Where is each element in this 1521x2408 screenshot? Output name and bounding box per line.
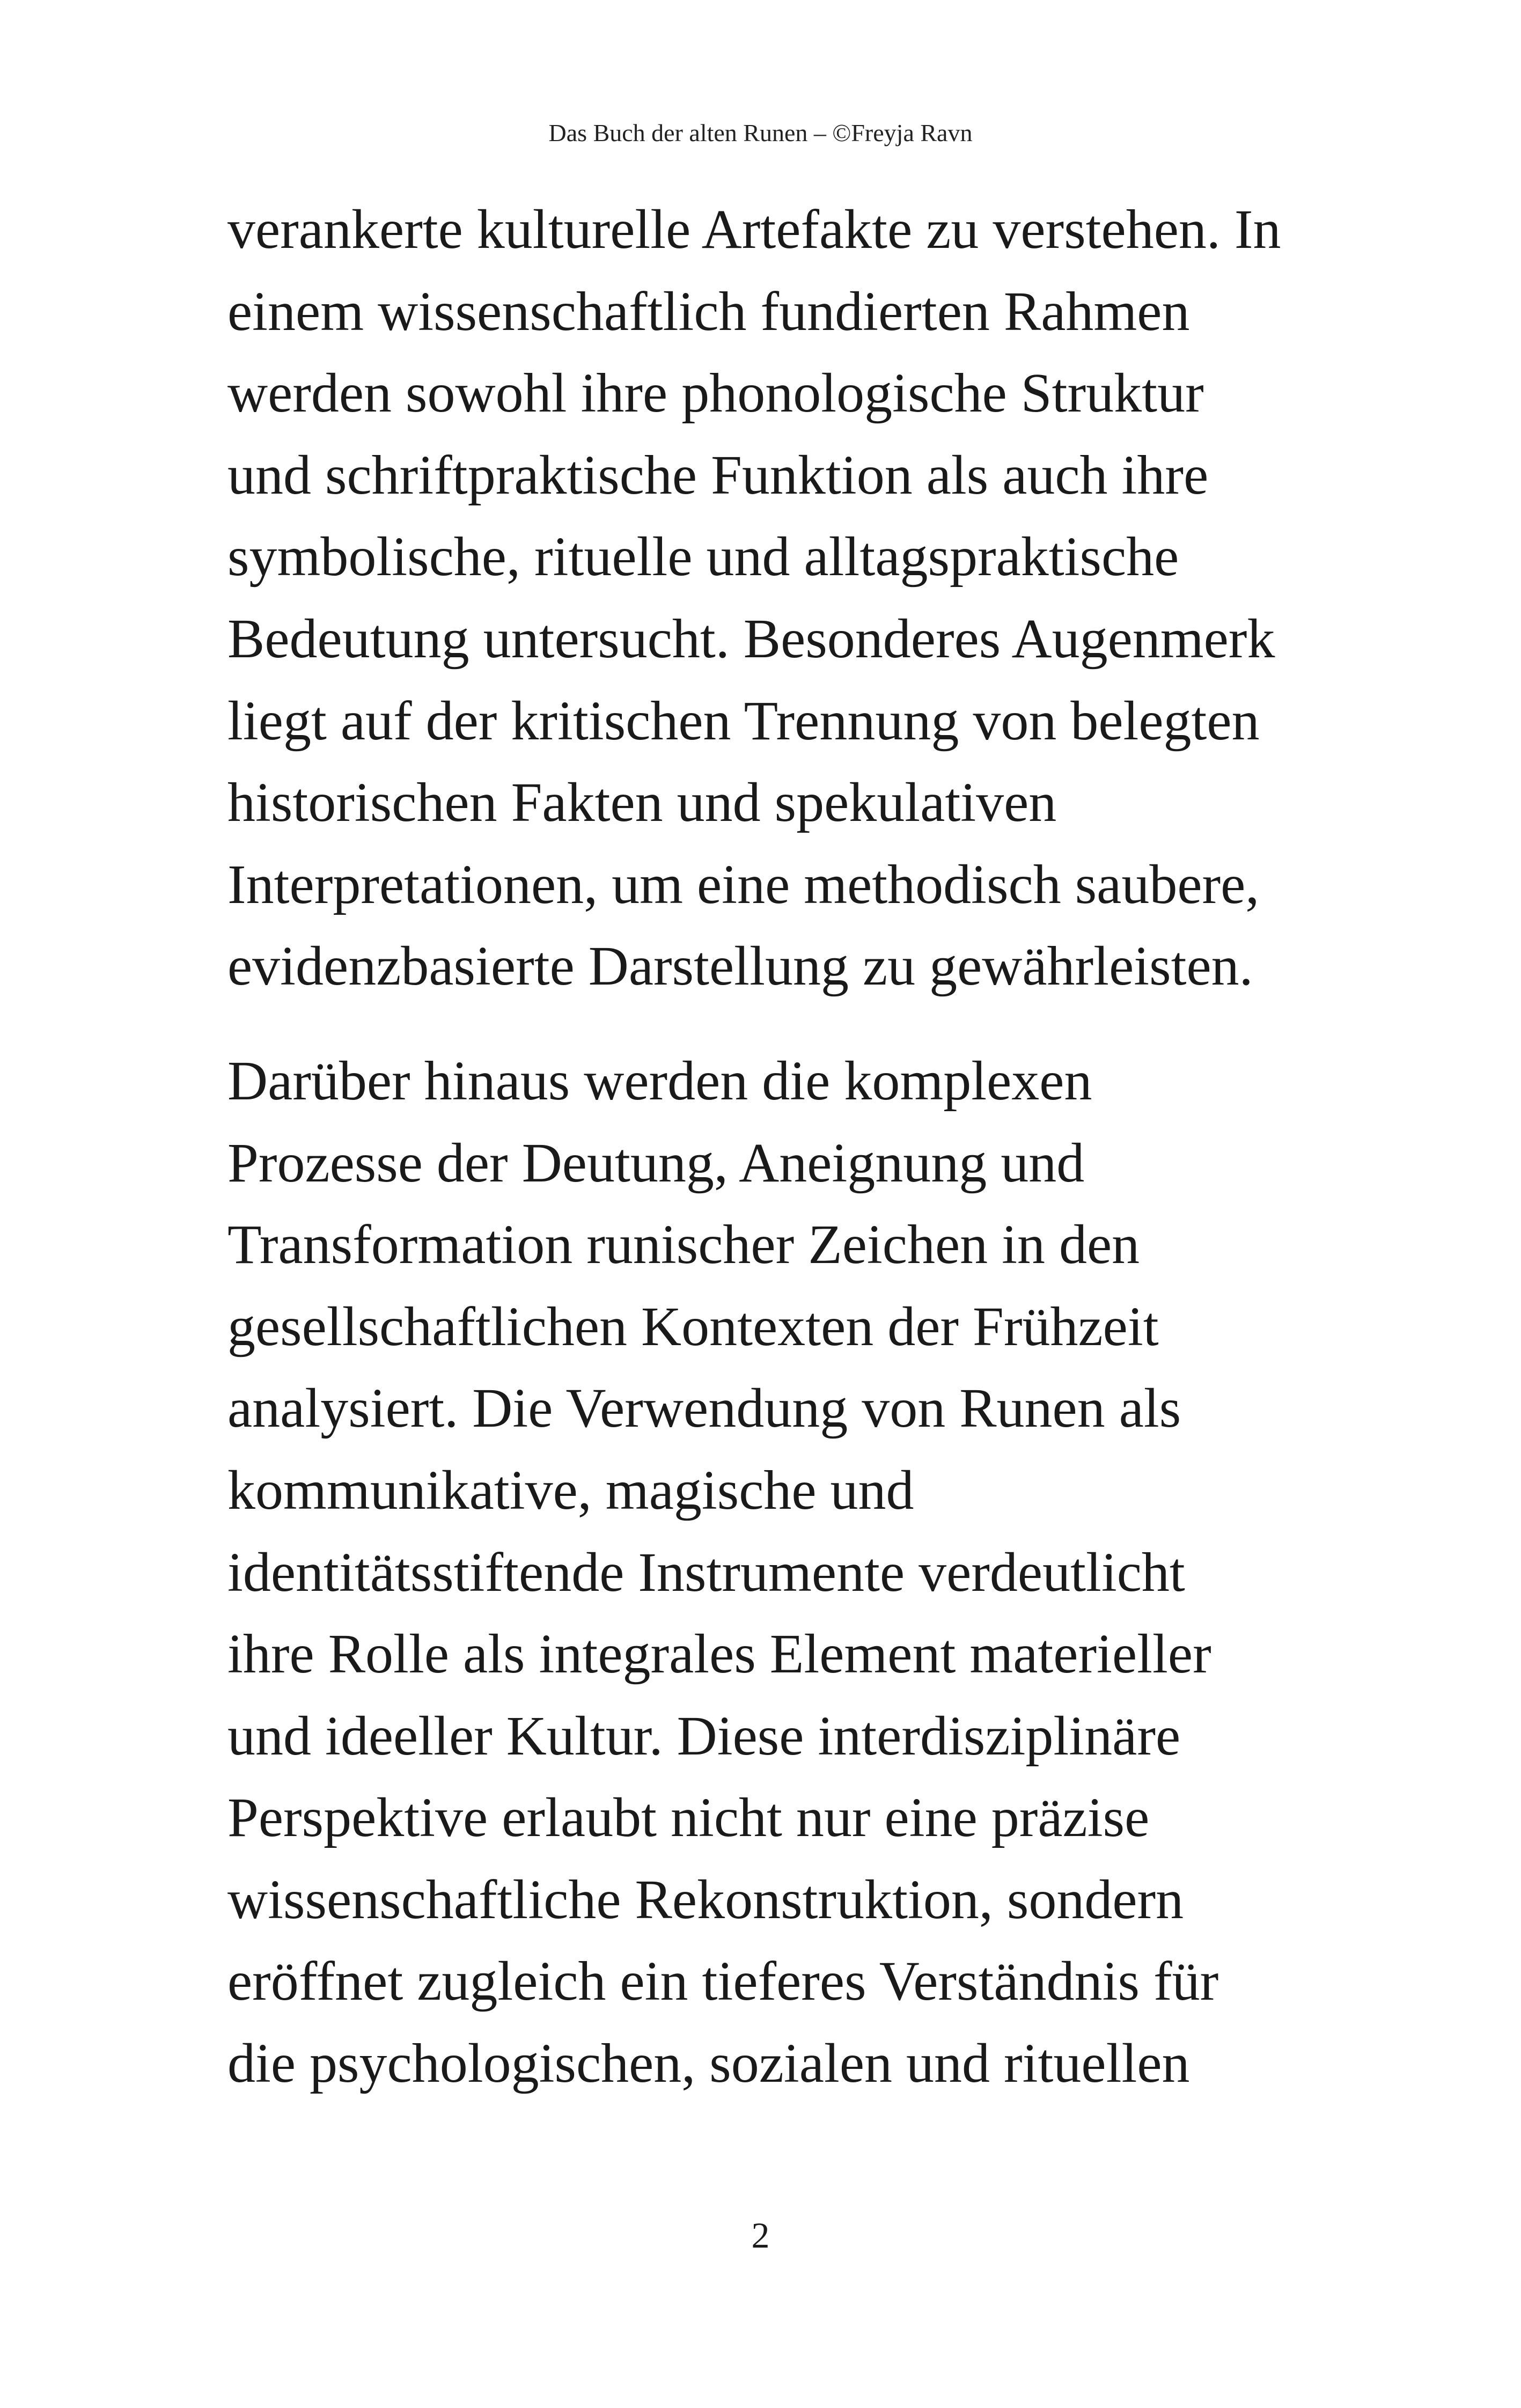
paragraph-1 bbox=[227, 189, 1365, 1008]
text-line: werden sowohl ihre phonologische Struktur bbox=[227, 362, 1204, 424]
text-line: Darüber hinaus werden die komplexen bbox=[227, 1049, 1092, 1112]
text-line: ihre Rolle als integrales Element materieller bbox=[227, 1623, 1211, 1685]
text-line: analysiert. Die Verwendung von Runen als bbox=[227, 1377, 1181, 1440]
text-line: wissenschaftliche Rekonstruktion, sondern bbox=[227, 1868, 1184, 1930]
text-line: Perspektive erlaubt nicht nur eine präzise bbox=[227, 1787, 1150, 1849]
text-line: liegt auf der kritischen Trennung von belegten bbox=[227, 689, 1260, 752]
text-line: einem wissenschaftlich fundierten Rahmen bbox=[227, 280, 1190, 342]
running-header: Das Buch der alten Runen – ©Freyja Ravn bbox=[548, 119, 973, 146]
text-line: Prozesse der Deutung, Aneignung und bbox=[227, 1132, 1085, 1194]
text-line: evidenzbasierte Darstellung zu gewährleisten. bbox=[227, 935, 1253, 997]
text-line: eröffnet zugleich ein tieferes Verständnis für bbox=[227, 1950, 1219, 2013]
text-line: kommunikative, magische und bbox=[227, 1459, 914, 1521]
text-line: gesellschaftlichen Kontexten der Frühzeit bbox=[227, 1295, 1159, 1357]
text-line: und schriftpraktische Funktion als auch ihre bbox=[227, 444, 1209, 506]
text-line: Transformation runischer Zeichen in den bbox=[227, 1214, 1140, 1276]
body-text bbox=[227, 189, 1365, 2105]
page-number: 2 bbox=[751, 2215, 770, 2256]
text-line: die psychologischen, sozialen und rituellen bbox=[227, 2032, 1190, 2095]
text-line: Interpretationen, um eine methodisch saubere, bbox=[227, 853, 1260, 915]
text-line: identitätsstiftende Instrumente verdeutlicht bbox=[227, 1541, 1185, 1603]
text-line: symbolische, rituelle und alltagspraktische bbox=[227, 526, 1179, 588]
paragraph-2 bbox=[227, 1040, 1365, 2105]
text-line: verankerte kulturelle Artefakte zu verstehen. In bbox=[227, 199, 1281, 260]
text-line: und ideeller Kultur. Diese interdisziplinäre bbox=[227, 1705, 1181, 1767]
text-line: Bedeutung untersucht. Besonderes Augenmerk bbox=[227, 607, 1275, 670]
text-line: historischen Fakten und spekulativen bbox=[227, 772, 1057, 834]
